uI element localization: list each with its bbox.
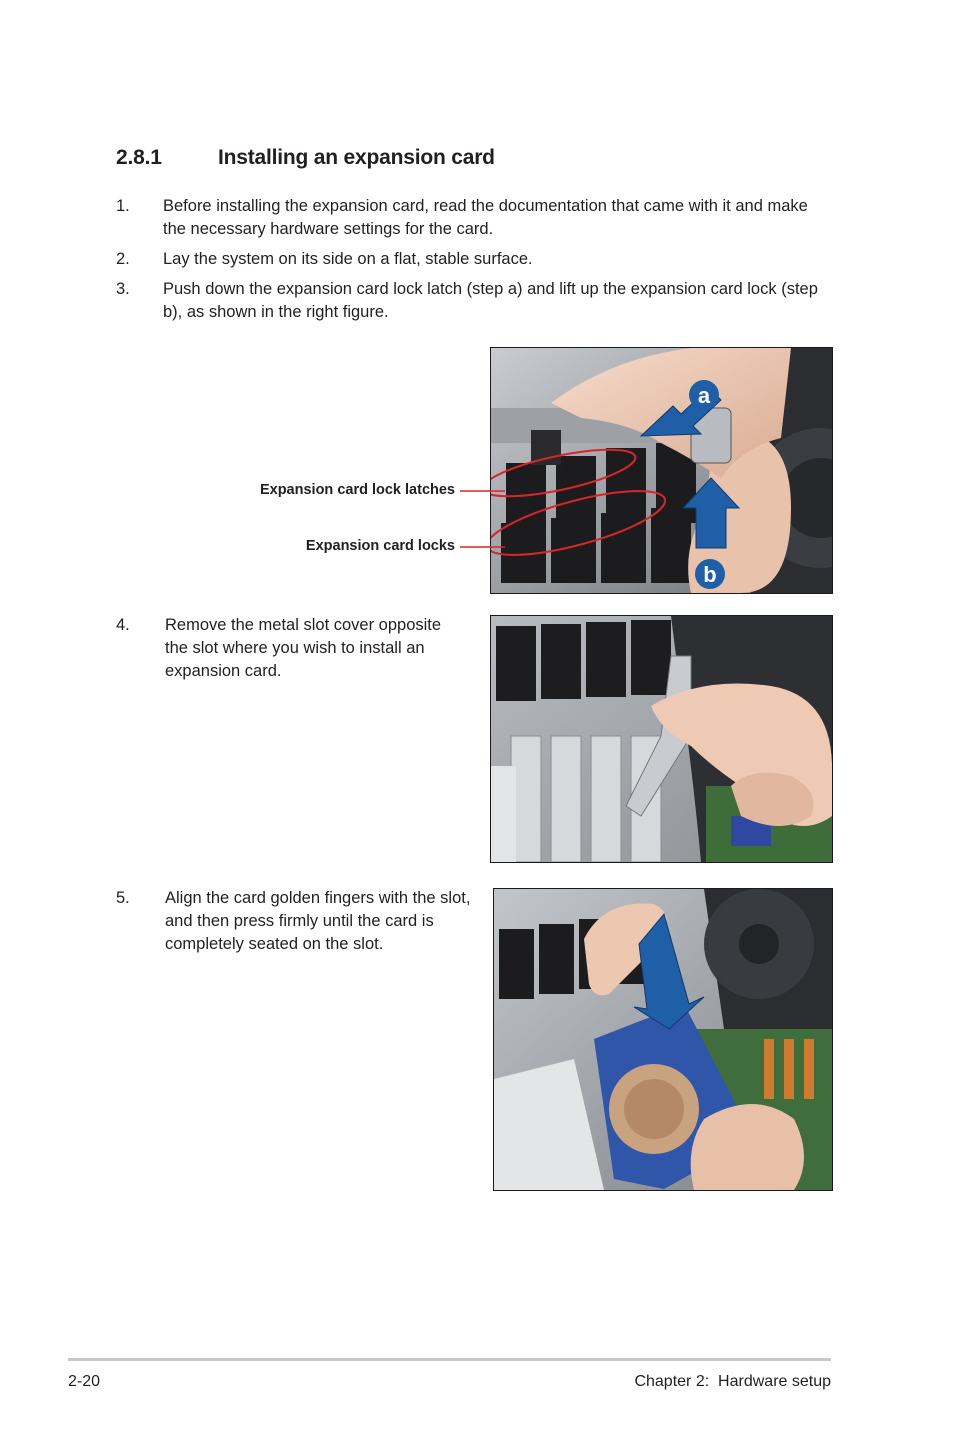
step-4 [116, 614, 476, 684]
step-3 [116, 278, 816, 324]
step-a-label: a [697, 383, 711, 408]
callout-leader-lines [455, 480, 515, 560]
step-number: 5. [116, 889, 130, 907]
step-text: Remove the metal slot cover opposite the slot where you wish to install an expansion card. [165, 616, 442, 680]
page-number: 2-20 [68, 1373, 101, 1390]
step-text: Align the card golden fingers with the slot, and then press firmly until the card is completely seated on the slot. [165, 889, 471, 953]
step-number: 4. [116, 616, 130, 634]
figure-remove-slot-cover-photo [490, 615, 833, 863]
step-1 [116, 195, 816, 241]
figure-install-card-photo [493, 888, 833, 1191]
callout-lock-locks: Expansion card locks [305, 538, 455, 554]
footer-rule [68, 1358, 831, 1361]
step-text: Push down the expansion card lock latch (step a) and lift up the expansion card lock (step b), as shown in the right figure. [163, 280, 818, 321]
callout-lock-latches: Expansion card lock latches [259, 482, 455, 498]
step-2 [116, 248, 816, 271]
step-b-label: b [703, 562, 717, 587]
step-text: Before installing the expansion card, read the documentation that came with it and make the necessary hardware settings for the card. [163, 197, 808, 238]
section-number: 2.8.1 [116, 146, 162, 169]
chapter-title: Chapter 2: Hardware setup [634, 1373, 831, 1390]
step-number: 2. [116, 250, 130, 268]
figure-lock-latches-photo [490, 347, 833, 594]
step-text: Lay the system on its side on a flat, stable surface. [163, 250, 533, 268]
section-title: Installing an expansion card [218, 146, 495, 169]
step-number: 1. [116, 197, 130, 215]
step-5 [116, 887, 476, 957]
step-number: 3. [116, 280, 130, 298]
